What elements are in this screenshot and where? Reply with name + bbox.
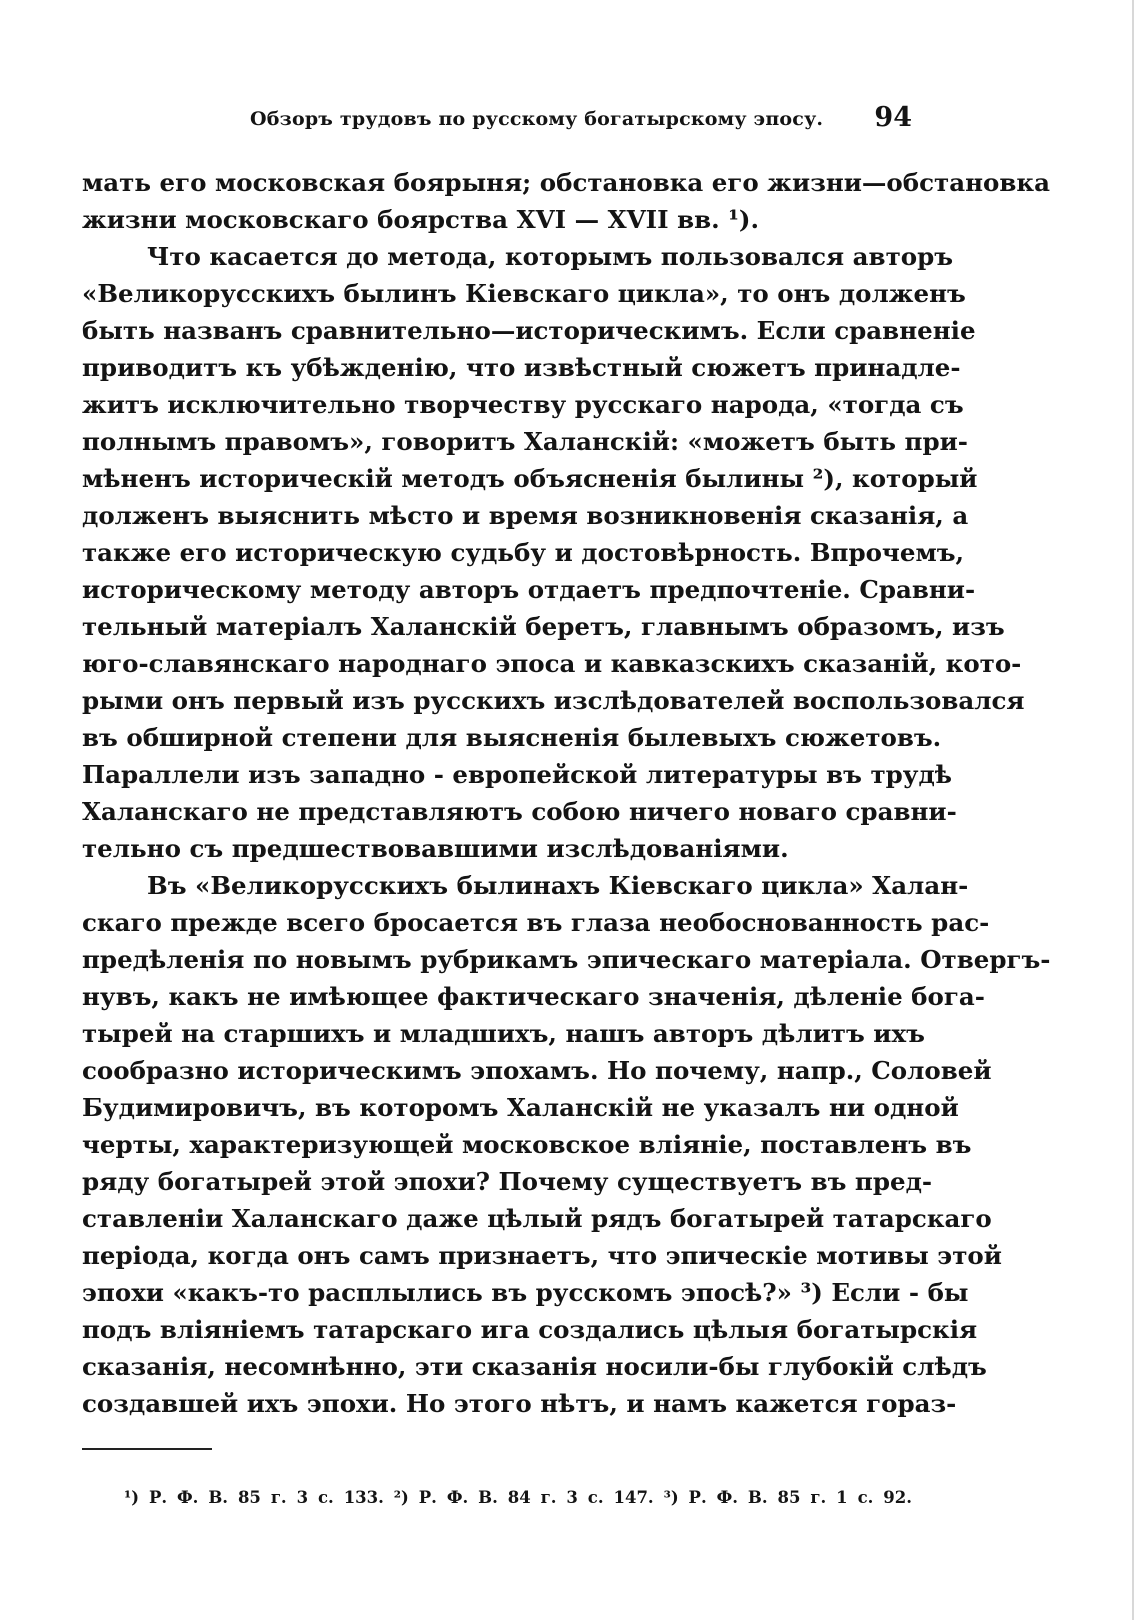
text-line: тельный матеріалъ Халанскій беретъ, главнымъ образомъ, изъ	[82, 612, 1005, 641]
running-head	[82, 102, 912, 136]
footnotes: ¹) Р. Ф. В. 85 г. 3 с. 133. ²) Р. Ф. В. 84 г. 3 с. 147. ³) Р. Ф. В. 85 г. 1 с. 92.	[124, 1488, 912, 1507]
text-line: рыми онъ первый изъ русскихъ изслѣдователей воспользовался	[82, 686, 1025, 715]
text-line: въ обширной степени для выясненія былевыхъ сюжетовъ.	[82, 723, 942, 752]
text-line: скаго прежде всего бросается въ глаза необоснованность рас-	[82, 908, 990, 937]
text-line: «Великорусскихъ былинъ Кіевскаго цикла», то онъ долженъ	[82, 279, 966, 308]
text-line: сказанія, несомнѣнно, эти сказанія носили-бы глубокій слѣдъ	[82, 1352, 987, 1381]
running-title: Обзоръ трудовъ по русскому богатырскому эпосу.	[250, 108, 824, 130]
page-edge-line	[1132, 0, 1134, 1620]
text-line: Параллели изъ западно - европейской литературы въ трудѣ	[82, 760, 953, 789]
text-line: полнымъ правомъ», говоритъ Халанскій: «можетъ быть при-	[82, 427, 968, 456]
text-line: создавшей ихъ эпохи. Но этого нѣтъ, и намъ кажется гораз-	[82, 1389, 957, 1418]
text-line: юго-славянскаго народнаго эпоса и кавказскихъ сказаній, кото-	[82, 649, 1022, 678]
text-line: сообразно историческимъ эпохамъ. Но почему, напр., Соловей	[82, 1056, 992, 1085]
text-line: долженъ выяснить мѣсто и время возникновенія сказанія, а	[82, 501, 969, 530]
text-line: быть названъ сравнительно—историческимъ. Если сравненіе	[82, 316, 976, 345]
text-line: жизни московскаго боярства XVI — XVII вв. ¹).	[82, 205, 760, 234]
text-line: приводитъ къ убѣжденію, что извѣстный сюжетъ принадле-	[82, 353, 961, 382]
text-line: Будимировичъ, въ которомъ Халанскій не указалъ ни одной	[82, 1093, 959, 1122]
page-number: 94	[874, 102, 912, 133]
text-line: нувъ, какъ не имѣющее фактическаго значенія, дѣленіе бога-	[82, 982, 985, 1011]
text-line: эпохи «какъ-то расплылись въ русскомъ эпосѣ?» ³) Если - бы	[82, 1278, 969, 1307]
text-line: предѣленія по новымъ рубрикамъ эпическаго матеріала. Отвергъ-	[82, 945, 1051, 974]
text-line: подъ вліяніемъ татарскаго ига создались цѣлыя богатырскія	[82, 1315, 978, 1344]
text-line: Что касается до метода, которымъ пользовался авторъ	[147, 242, 954, 271]
footnote-divider	[82, 1448, 212, 1450]
text-line: также его историческую судьбу и достовѣрность. Впрочемъ,	[82, 538, 965, 567]
text-line: ставленіи Халанскаго даже цѣлый рядъ богатырей татарскаго	[82, 1204, 992, 1233]
text-line: Въ «Великорусскихъ былинахъ Кіевскаго цикла» Халан-	[147, 871, 969, 900]
body-text	[82, 164, 1051, 1422]
text-line: тельно съ предшествовавшими изслѣдованіями.	[82, 834, 789, 863]
text-line: тырей на старшихъ и младшихъ, нашъ авторъ дѣлитъ ихъ	[82, 1019, 925, 1048]
text-line: періода, когда онъ самъ признаетъ, что эпическіе мотивы этой	[82, 1241, 1002, 1270]
text-line: мать его московская боярыня; обстановка его жизни—обстановка	[82, 168, 1050, 197]
text-line: Халанскаго не представляютъ собою ничего новаго сравни-	[82, 797, 957, 826]
text-line: мѣненъ историческій методъ объясненія былины ²), который	[82, 464, 978, 493]
text-line: черты, характеризующей московское вліяніе, поставленъ въ	[82, 1130, 972, 1159]
text-line: ряду богатырей этой эпохи? Почему существуетъ въ пред-	[82, 1167, 933, 1196]
text-line: историческому методу авторъ отдаетъ предпочтеніе. Сравни-	[82, 575, 976, 604]
text-line: житъ исключительно творчеству русскаго народа, «тогда съ	[82, 390, 964, 419]
